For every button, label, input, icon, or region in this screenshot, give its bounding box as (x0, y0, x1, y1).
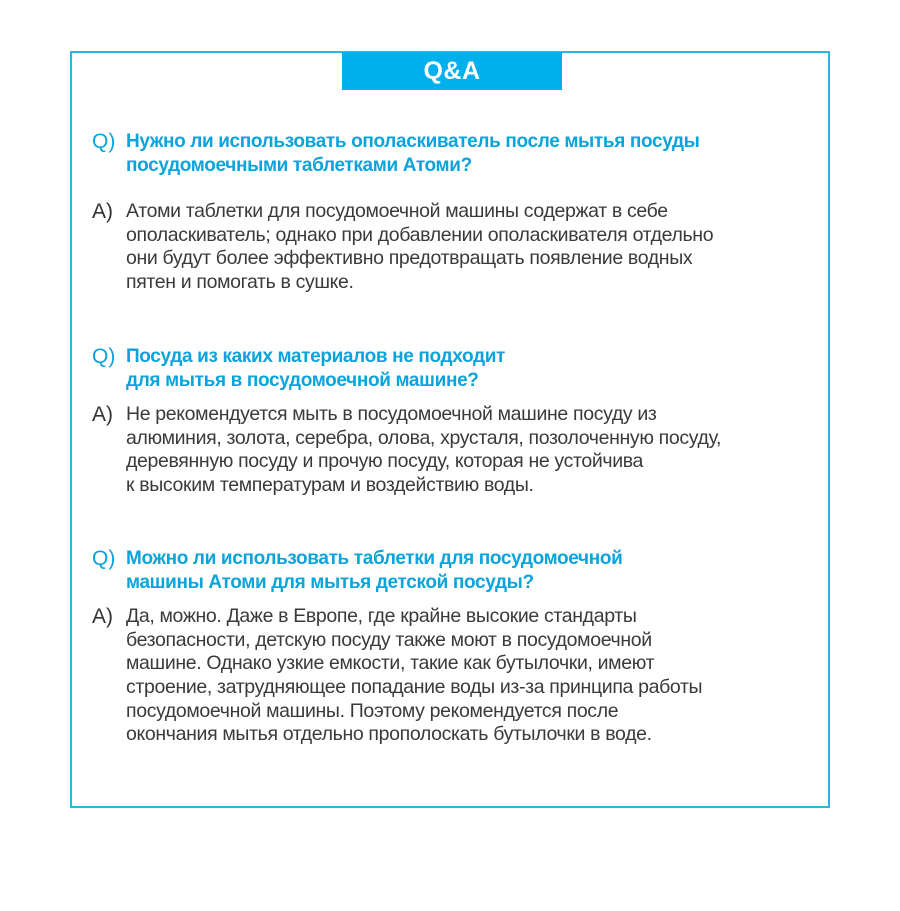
question-line: машины Атоми для мытья детской посуды? (126, 571, 534, 593)
question-line: посудомоечными таблетками Атоми? (126, 154, 472, 176)
answer-text (126, 200, 713, 294)
question-line: Посуда из каких материалов не подходит (126, 346, 505, 367)
question-text (126, 547, 622, 594)
question-marker: Q) (92, 130, 116, 153)
answer-text (126, 403, 721, 497)
qa-item (92, 345, 792, 498)
answer-line: пятен и помогать в сушке. (126, 270, 354, 293)
answer-line: Не рекомендуется мыть в посудомоечной машине посуду из (126, 403, 657, 426)
answer-line: безопасности, детскую посуду также моют в посудомоечной (126, 628, 652, 651)
question-text (126, 130, 700, 177)
question (92, 547, 792, 594)
answer-line: окончания мытья отдельно прополоскать бутылочки в воде. (126, 723, 652, 746)
answer-marker: A) (92, 605, 113, 629)
answer-line: деревянную посуду и прочую посуду, которая не устойчива (126, 450, 644, 473)
qa-title-banner: Q&A (342, 52, 562, 90)
question-line: для мытья в посудомоечной машине? (126, 369, 479, 391)
answer-line: они будут более эффективно предотвращать появление водных (126, 247, 693, 270)
question-marker: Q) (92, 345, 116, 368)
answer-line: Да, можно. Даже в Европе, где крайне высокие стандарты (126, 605, 637, 628)
question-marker: Q) (92, 547, 116, 570)
answer-text (126, 605, 702, 747)
answer-line: посудомоечной машины. Поэтому рекомендуется после (126, 699, 619, 722)
question (92, 130, 792, 177)
answer-line: к высоким температурам и воздействию воды. (126, 473, 534, 496)
answer (92, 605, 792, 747)
question-line: Нужно ли использовать ополаскиватель после мытья посуды (126, 131, 700, 152)
answer-line: ополаскиватель; однако при добавлении ополаскивателя отдельно (126, 223, 714, 246)
answer-line: строение, затрудняющее попадание воды из-за принципа работы (126, 675, 703, 698)
question-text (126, 345, 505, 392)
answer-marker: A) (92, 200, 113, 224)
answer-line: машине. Однако узкие емкости, такие как бутылочки, имеют (126, 652, 655, 675)
answer-line: Атоми таблетки для посудомоечной машины содержат в себе (126, 200, 668, 223)
question-line: Можно ли использовать таблетки для посудомоечной (126, 548, 623, 569)
question (92, 345, 792, 392)
qa-item (92, 547, 792, 747)
answer (92, 403, 792, 497)
answer-line: алюминия, золота, серебра, олова, хрусталя, позолоченную посуду, (126, 426, 722, 449)
answer-marker: A) (92, 403, 113, 427)
qa-item (92, 130, 792, 295)
answer (92, 200, 792, 294)
